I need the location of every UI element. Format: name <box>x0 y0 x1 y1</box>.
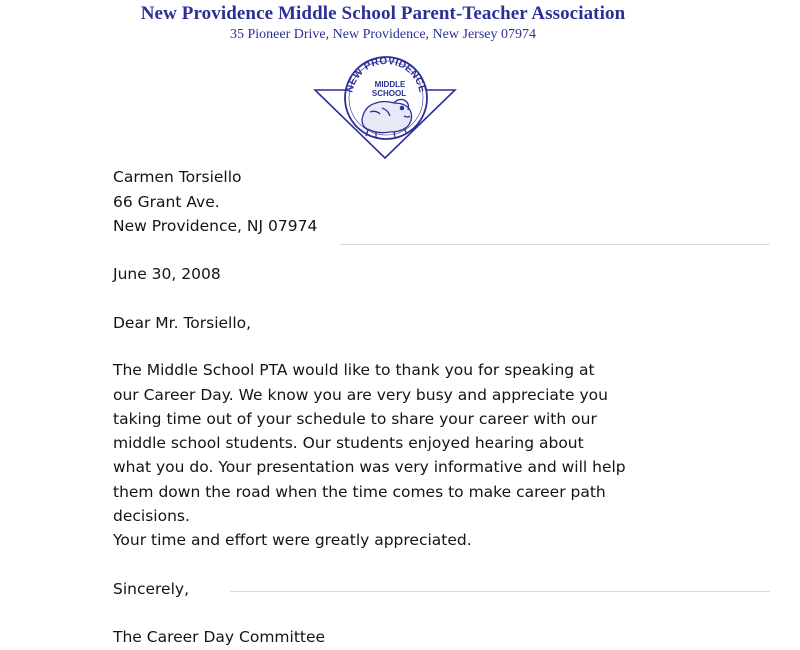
letter-date: June 30, 2008 <box>113 265 221 283</box>
recipient-street: 66 Grant Ave. <box>113 193 220 211</box>
closing: Sincerely, <box>113 580 190 598</box>
logo-arc-text: NEW PROVIDENCE <box>344 55 428 94</box>
signature-committee: The Career Day Committee <box>113 628 326 646</box>
body-line: taking time out of your schedule to share your career with our <box>113 410 597 428</box>
logo-text-middle: MIDDLE <box>374 80 406 89</box>
organization-name: New Providence Middle School Parent-Teacher Association <box>140 3 626 24</box>
organization-address: 35 Pioneer Drive, New Providence, New Jersey 07974 <box>230 27 536 42</box>
scan-line <box>230 591 770 592</box>
body-line: them down the road when the time comes to make career path <box>113 483 606 501</box>
recipient-name: Carmen Torsiello <box>113 168 242 186</box>
body-line: The Middle School PTA would like to thank you for speaking at <box>113 361 595 379</box>
body-line: decisions. <box>113 507 190 525</box>
body-line: Your time and effort were greatly appreciated. <box>113 531 472 549</box>
body-line: what you do. Your presentation was very informative and will help <box>113 458 626 476</box>
logo-text-bottom: SCHOOL <box>371 89 407 98</box>
school-logo <box>310 48 460 162</box>
body-line: middle school students. Our students enjoyed hearing about <box>113 434 584 452</box>
body-line: our Career Day. We know you are very busy and appreciate you <box>113 386 608 404</box>
scan-line <box>340 244 770 245</box>
salutation: Dear Mr. Torsiello, <box>113 314 252 332</box>
recipient-city: New Providence, NJ 07974 <box>113 217 318 235</box>
